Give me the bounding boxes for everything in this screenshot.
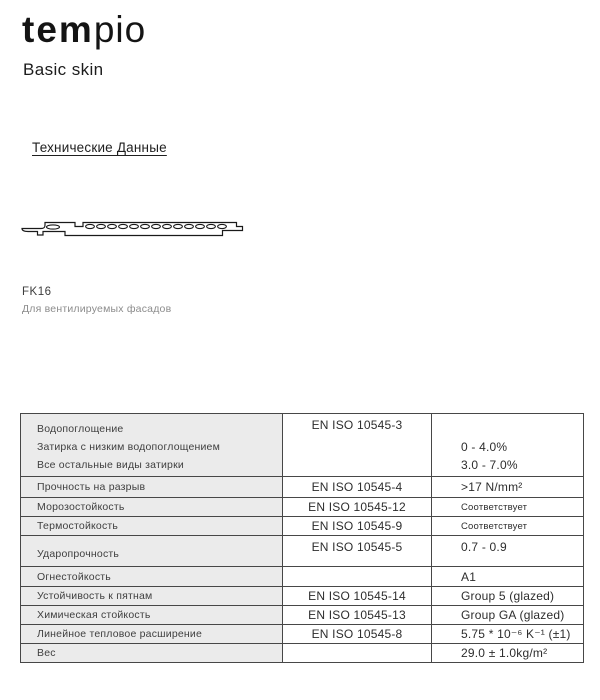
value-cell: Group GA (glazed) (432, 606, 584, 625)
value-cell: >17 N/mm² (432, 477, 584, 498)
property-label: Огнестойкость (21, 567, 283, 587)
table-row-water-absorption (21, 414, 584, 477)
property-label-line: Водопоглощение (37, 423, 124, 435)
standard-cell: EN ISO 10545-12 (283, 498, 432, 517)
standard-cell (283, 567, 432, 587)
value-cell: 0.7 - 0.9 (432, 536, 584, 567)
value-cell (432, 414, 584, 477)
property-label-line: Все остальные виды затирки (37, 459, 184, 471)
panel-profile-drawing-icon (20, 215, 250, 245)
property-label: Линейное тепловое расширение (21, 625, 283, 644)
value-cell: Соответствует (432, 498, 584, 517)
table-row-weight (21, 644, 584, 663)
property-label (21, 414, 283, 477)
property-label: Прочность на разрыв (21, 477, 283, 498)
profile-subtitle: Для вентилируемых фасадов (22, 303, 172, 315)
property-label: Ударопрочность (21, 536, 283, 567)
property-label: Вес (21, 644, 283, 663)
value-cell: 5.75 * 10⁻⁶ K⁻¹ (±1) (432, 625, 584, 644)
property-label: Химическая стойкость (21, 606, 283, 625)
standard-cell: EN ISO 10545-13 (283, 606, 432, 625)
standard-cell: EN ISO 10545-9 (283, 517, 432, 536)
table-row-chemical-resistance (21, 606, 584, 625)
logo-light-part: pio (93, 9, 147, 50)
logo-bold-part: tem (22, 9, 94, 50)
technical-data-table (20, 413, 584, 663)
standard-cell: EN ISO 10545-3 (283, 414, 432, 477)
value-cell: Group 5 (glazed) (432, 587, 584, 606)
standard-cell: EN ISO 10545-8 (283, 625, 432, 644)
property-label: Термостойкость (21, 517, 283, 536)
table-row-thermal-resistance (21, 517, 584, 536)
value-line: 0 - 4.0% (461, 440, 508, 454)
value-line (461, 420, 583, 438)
standard-cell: EN ISO 10545-4 (283, 477, 432, 498)
standard-cell: EN ISO 10545-5 (283, 536, 432, 567)
tempio-logo (22, 10, 146, 51)
value-cell: A1 (432, 567, 584, 587)
section-heading: Технические Данные (32, 140, 167, 155)
value-cell: Соответствует (432, 517, 584, 536)
property-label-line: Затирка с низким водопоглощением (37, 441, 221, 453)
value-cell: 29.0 ± 1.0kg/m² (432, 644, 584, 663)
table-row-frost-resistance (21, 498, 584, 517)
value-line: 3.0 - 7.0% (461, 458, 518, 472)
table-row-tensile-strength (21, 477, 584, 498)
table-row-fire-resistance (21, 567, 584, 587)
table-row-thermal-expansion (21, 625, 584, 644)
standard-cell (283, 644, 432, 663)
standard-cell: EN ISO 10545-14 (283, 587, 432, 606)
table-row-impact-resistance (21, 536, 584, 567)
profile-code: FK16 (22, 286, 52, 298)
property-label: Устойчивость к пятнам (21, 587, 283, 606)
table-row-stain-resistance (21, 587, 584, 606)
product-name: Basic skin (23, 60, 104, 79)
property-label: Морозостойкость (21, 498, 283, 517)
